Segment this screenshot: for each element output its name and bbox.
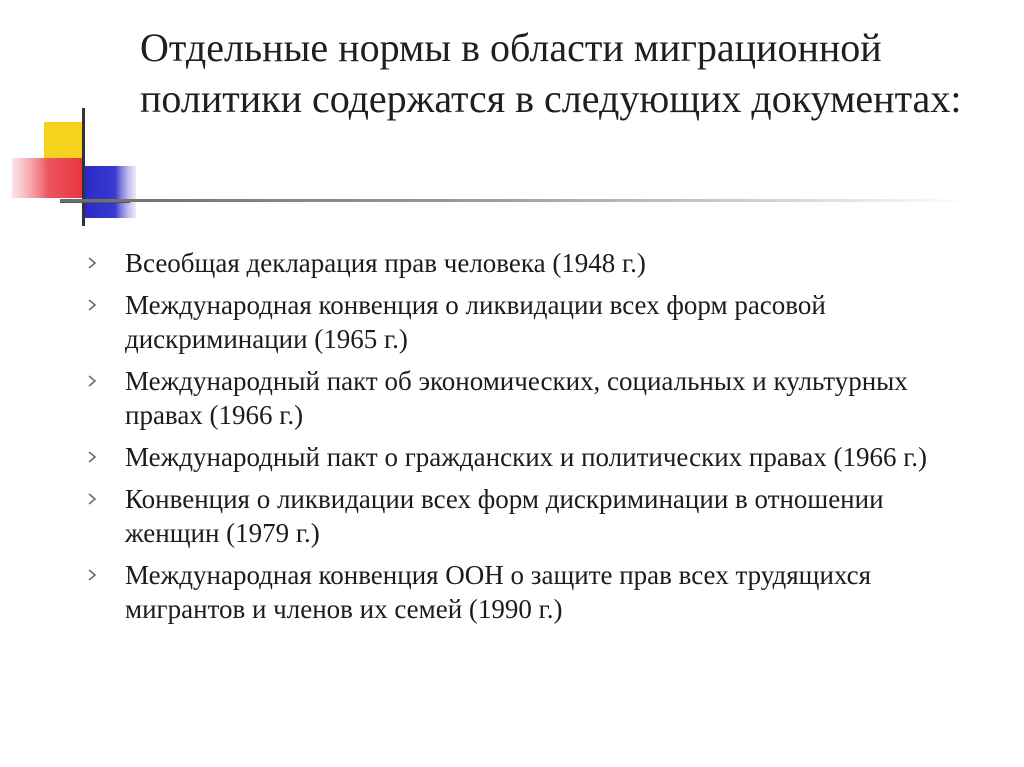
- document-list: [80, 246, 980, 634]
- list-item-text: Международная конвенция ООН о защите прав всех трудящихся мигрантов и членов их семей (1990 г.): [125, 560, 872, 624]
- color-blocks-icon: [0, 0, 160, 240]
- list-item: [80, 288, 980, 356]
- chevron-right-icon: [86, 568, 100, 582]
- chevron-right-icon: [86, 256, 100, 270]
- list-item: [80, 246, 980, 280]
- chevron-right-icon: [86, 492, 100, 506]
- chevron-right-icon: [86, 374, 100, 388]
- list-item: [80, 482, 980, 550]
- chevron-right-icon: [86, 298, 100, 312]
- title-divider: [60, 199, 970, 202]
- slide-title: Отдельные нормы в области миграционной политики содержатся в следующих документах:: [140, 25, 962, 121]
- list-item-text: Международная конвенция о ликвидации всех форм расовой дискриминации (1965 г.): [125, 290, 826, 354]
- list-item-text: Международный пакт о гражданских и политических правах (1966 г.): [125, 442, 927, 472]
- list-item-text: Всеобщая декларация прав человека (1948 г.): [125, 248, 646, 278]
- list-item: [80, 558, 980, 626]
- list-item: [80, 440, 980, 474]
- list-item: [80, 364, 980, 432]
- list-item-text: Конвенция о ликвидации всех форм дискриминации в отношении женщин (1979 г.): [125, 484, 884, 548]
- chevron-right-icon: [86, 450, 100, 464]
- list-item-text: Международный пакт об экономических, социальных и культурных правах (1966 г.): [125, 366, 908, 430]
